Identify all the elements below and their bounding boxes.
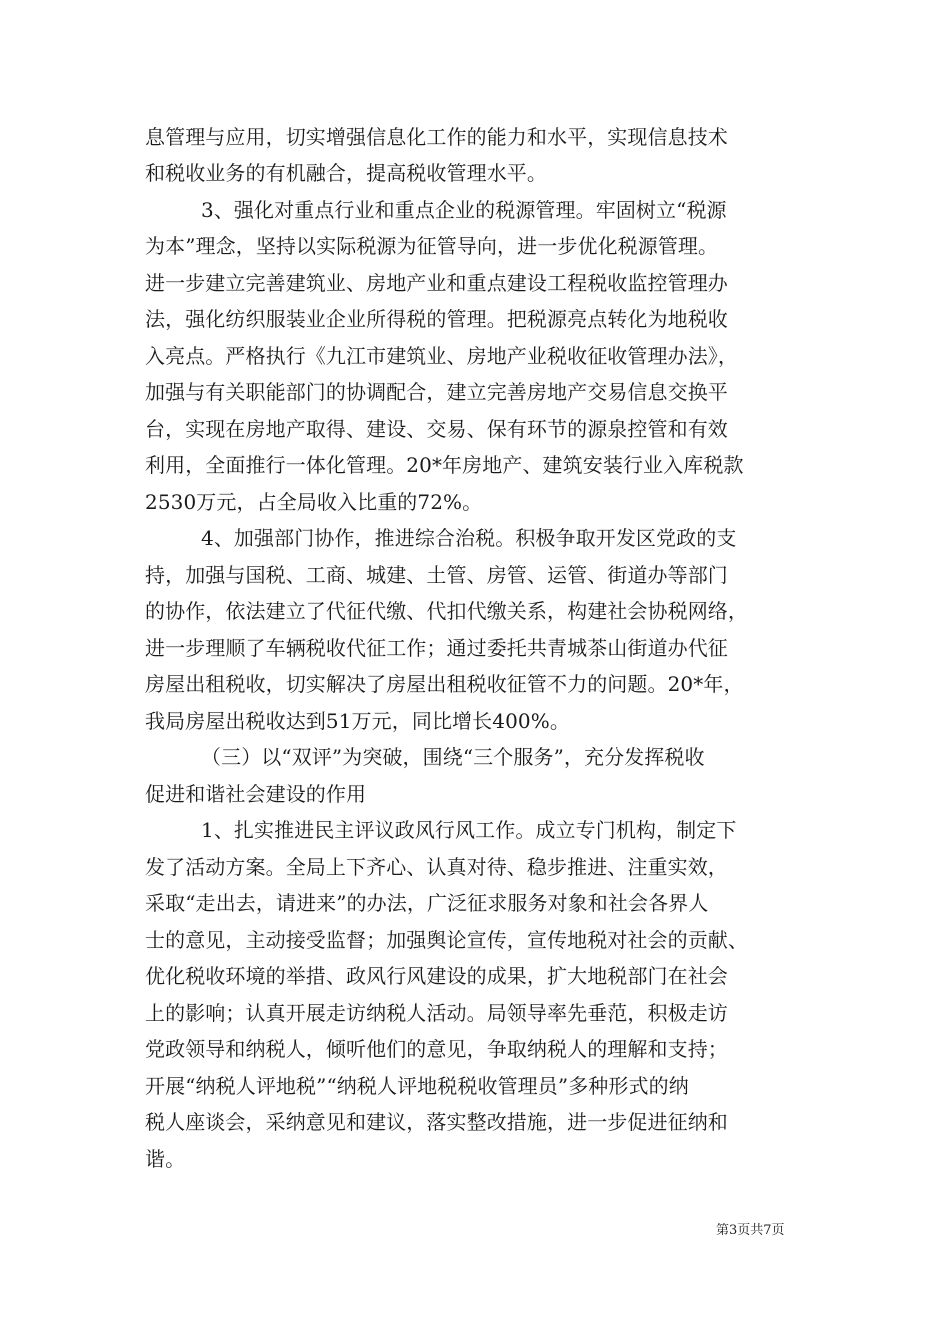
text-line: 发了活动方案。全局上下齐心、认真对待、稳步推进、注重实效， <box>145 855 728 879</box>
text-line: 我局房屋出税收达到51万元，同比增长400%。 <box>145 709 570 733</box>
page-number: 第3页共7页 <box>716 1223 785 1238</box>
text-line: 进一步建立完善建筑业、房地产业和重点建设工程税收监控管理办 <box>145 271 728 295</box>
text-line: 利用，全面推行一体化管理。20*年房地产、建筑安装行业入库税款 <box>145 453 744 477</box>
text-line: 优化税收环境的举措、政风行风建设的成果，扩大地税部门在社会 <box>145 964 728 988</box>
section-heading-line: 促进和谐社会建设的作用 <box>145 782 367 806</box>
text-line: 的协作，依法建立了代征代缴、代扣代缴关系，构建社会协税网络， <box>145 599 748 623</box>
text-line: 采取“走出去，请进来”的办法，广泛征求服务对象和社会各界人 <box>145 891 709 915</box>
text-line: 开展“纳税人评地税”“纳税人评地税税收管理员”多种形式的纳 <box>145 1074 689 1098</box>
text-line: 为本”理念，坚持以实际税源为征管导向，进一步优化税源管理。 <box>145 234 719 258</box>
text-line: 党政领导和纳税人，倾听他们的意见，争取纳税人的理解和支持； <box>145 1037 728 1061</box>
text-line: 台，实现在房地产取得、建设、交易、保有环节的源泉控管和有效 <box>145 417 728 441</box>
section-heading-line: （三）以“双评”为突破，围绕“三个服务”，充分发挥税收 <box>201 745 705 769</box>
paragraph-start-line: 1、扎实推进民主评议政风行风工作。成立专门机构，制定下 <box>201 818 737 842</box>
text-line: 进一步理顺了车辆税收代征工作；通过委托共青城茶山街道办代征 <box>145 636 728 660</box>
paragraph-start-line: 3、强化对重点行业和重点企业的税源管理。牢固树立“税源 <box>201 198 727 222</box>
text-line: 入亮点。严格执行《九江市建筑业、房地产业税收征收管理办法》， <box>145 344 738 368</box>
text-line: 和税收业务的有机融合，提高税收管理水平。 <box>145 161 547 185</box>
text-line: 法，强化纺织服装业企业所得税的管理。把税源亮点转化为地税收 <box>145 307 728 331</box>
paragraph-start-line: 4、加强部门协作，推进综合治税。积极争取开发区党政的支 <box>201 526 737 550</box>
text-line: 持，加强与国税、工商、城建、土管、房管、运管、街道办等部门 <box>145 563 728 587</box>
text-line: 谐。 <box>145 1147 186 1171</box>
text-line: 加强与有关职能部门的协调配合，建立完善房地产交易信息交换平 <box>145 380 728 404</box>
text-line: 房屋出租税收，切实解决了房屋出租税收征管不力的问题。20*年， <box>145 672 744 696</box>
text-line: 士的意见，主动接受监督；加强舆论宣传，宣传地税对社会的贡献、 <box>145 928 748 952</box>
text-line: 2530万元，占全局收入比重的72%。 <box>145 490 483 514</box>
text-line: 息管理与应用，切实增强信息化工作的能力和水平，实现信息技术 <box>145 125 728 149</box>
text-line: 上的影响；认真开展走访纳税人活动。局领导率先垂范，积极走访 <box>145 1001 728 1025</box>
text-line: 税人座谈会，采纳意见和建议，落实整改措施，进一步促进征纳和 <box>145 1110 728 1134</box>
